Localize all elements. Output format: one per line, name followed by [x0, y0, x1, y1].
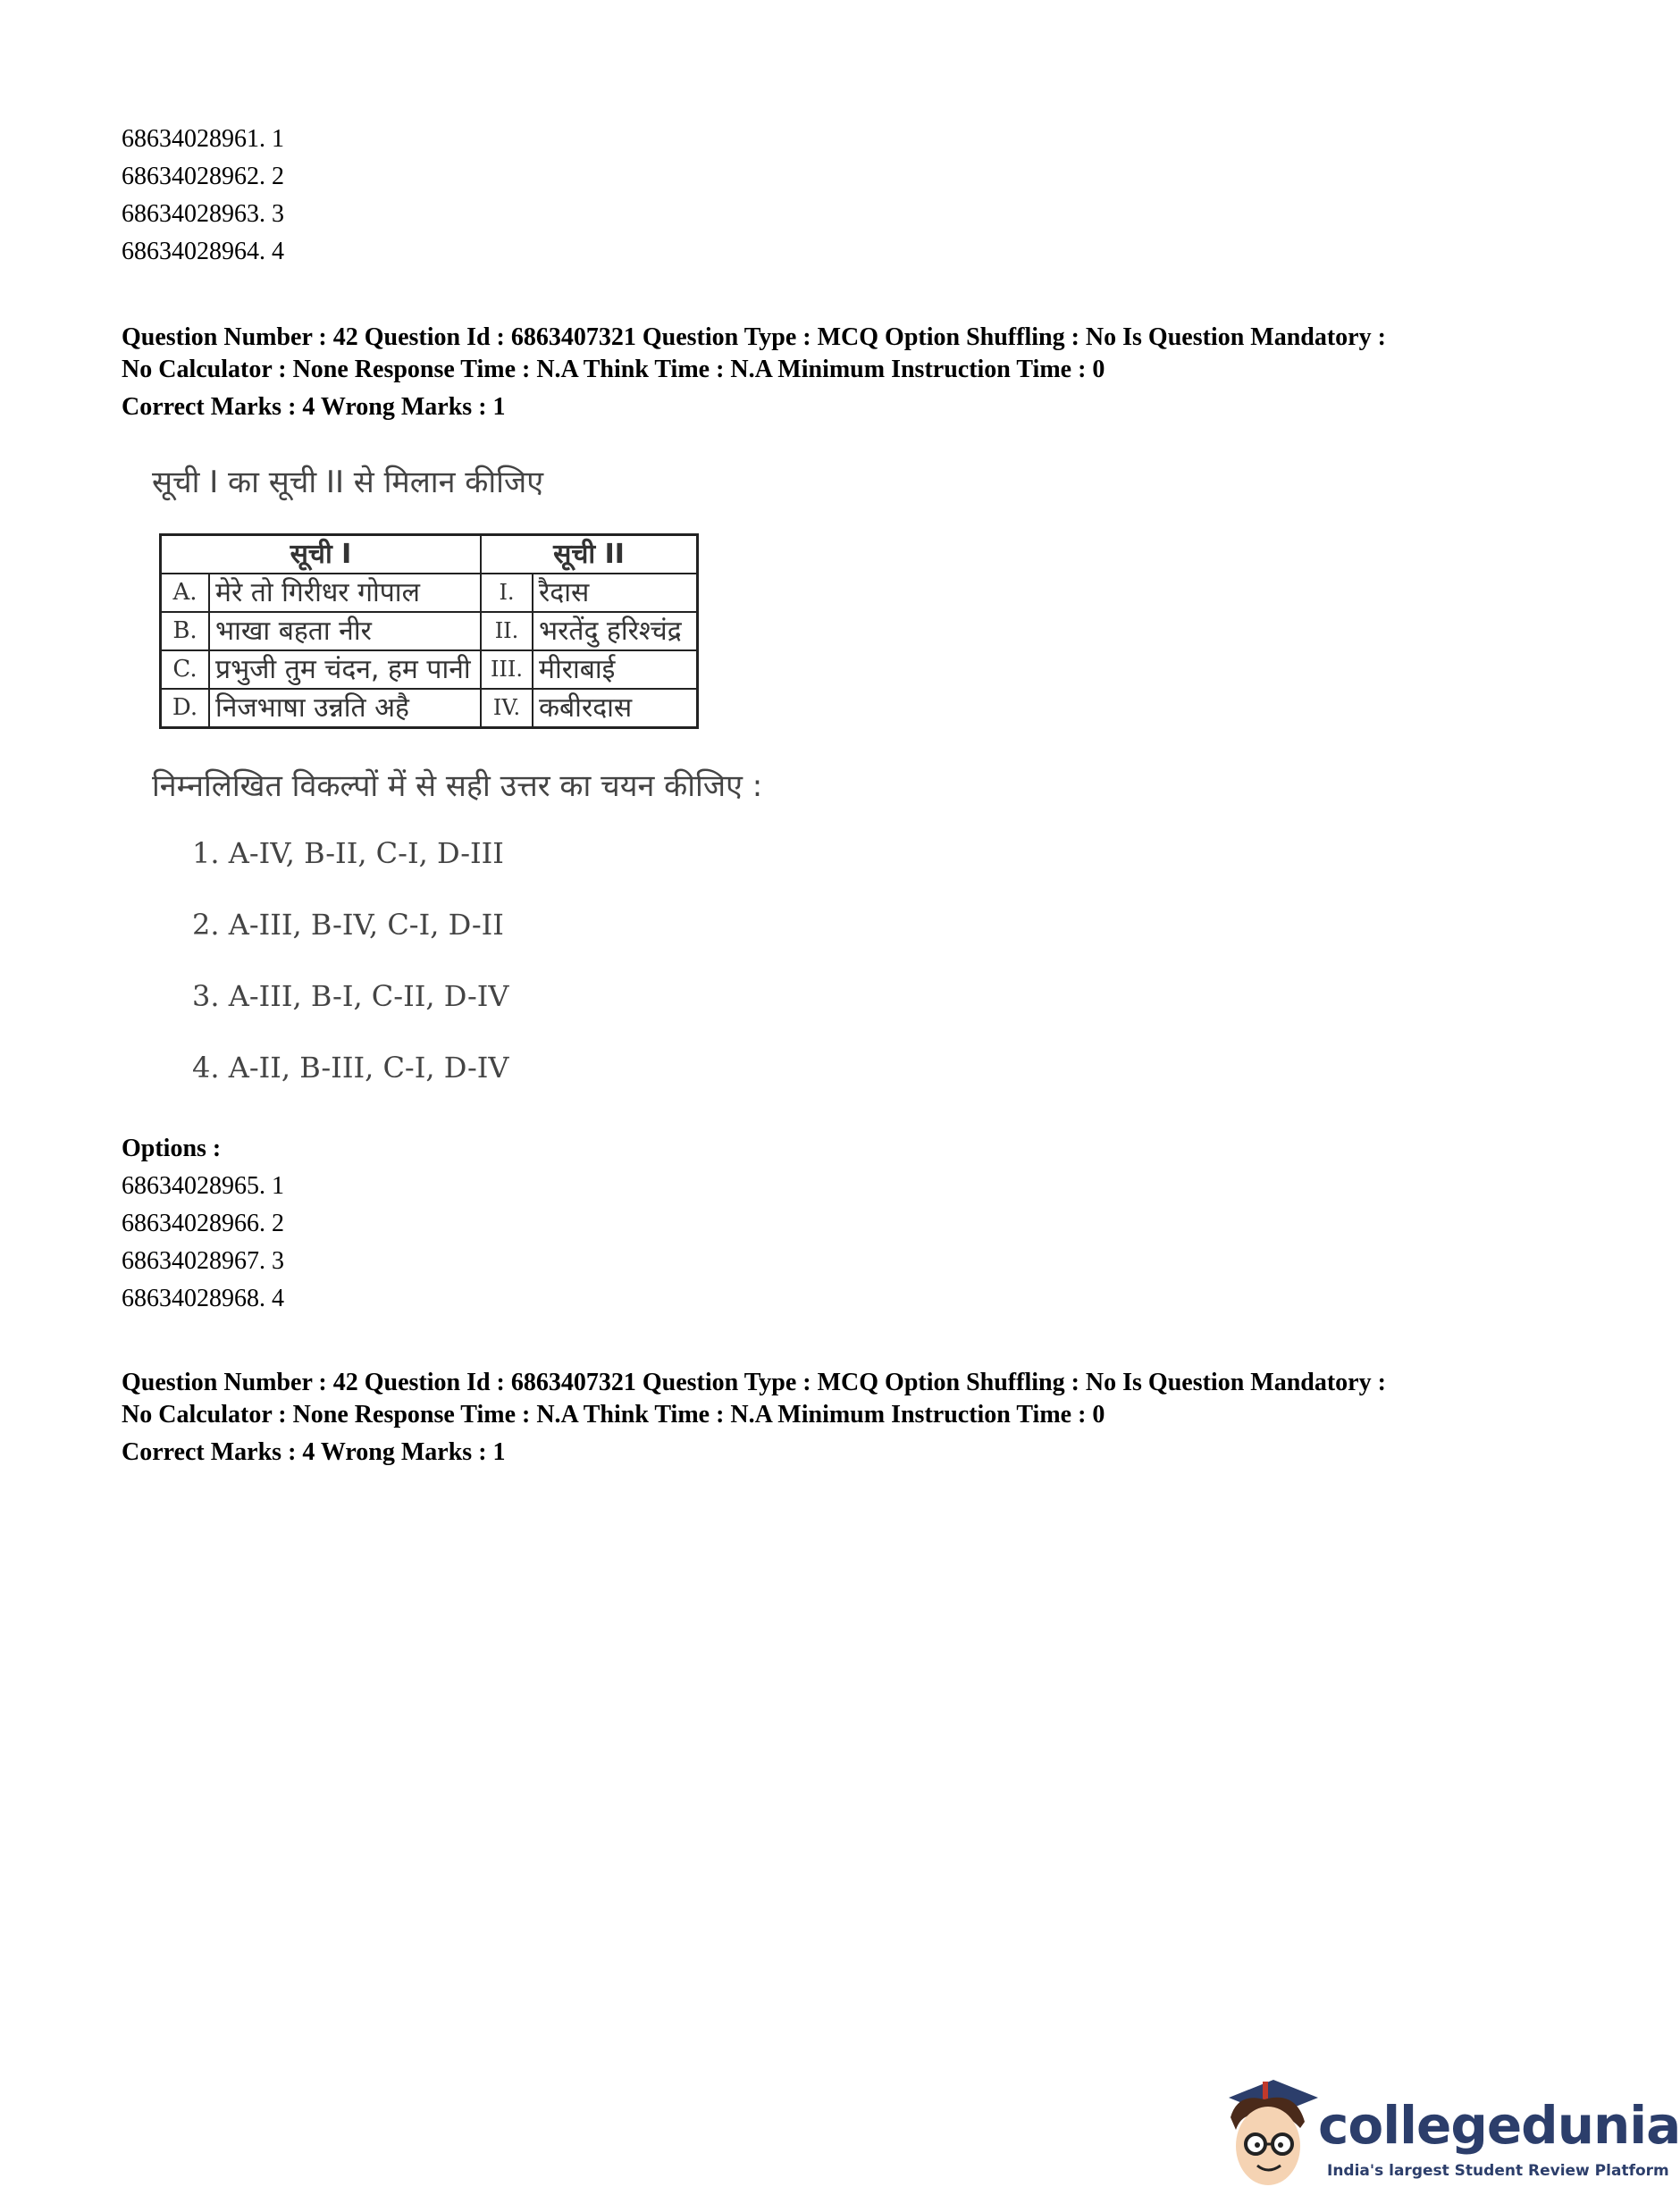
- question-instruction: निम्नलिखित विकल्पों में से सही उत्तर का चयन कीजिए :: [152, 768, 763, 804]
- row-roman: I.: [481, 574, 533, 612]
- row-item2: भरतेंदु हरिश्चंद्र: [533, 612, 698, 650]
- table-row: [161, 650, 698, 689]
- collegedunia-logo: [1211, 2073, 1680, 2198]
- option-line: 68634028967. 3: [122, 1247, 284, 1275]
- row-letter: D.: [161, 689, 210, 728]
- row-item: प्रभुजी तुम चंदन, हम पानी: [209, 650, 481, 689]
- question-meta-line1: Question Number : 42 Question Id : 6863407321 Question Type : MCQ Option Shuffling : No Is Question Mandatory :: [122, 323, 1386, 351]
- match-table-header: [161, 535, 698, 574]
- row-letter: A.: [161, 574, 210, 612]
- answer-choice: 3. A-III, B-I, C-II, D-IV: [192, 979, 509, 1013]
- row-roman: III.: [481, 650, 533, 689]
- option-line: 68634028962. 2: [122, 163, 284, 190]
- answer-choices: [192, 835, 509, 1121]
- row-item2: रैदास: [533, 574, 698, 612]
- match-table: [159, 533, 699, 729]
- options-section: [122, 1130, 1551, 1318]
- row-letter: C.: [161, 650, 210, 689]
- mascot-icon: [1211, 2073, 1327, 2198]
- row-letter: B.: [161, 612, 210, 650]
- answer-choice: 2. A-III, B-IV, C-I, D-II: [192, 908, 504, 942]
- table-row: [161, 689, 698, 728]
- logo-tagline: India's largest Student Review Platform: [1327, 2162, 1669, 2180]
- table-row: [161, 612, 698, 650]
- question-prompt: सूची I का सूची II से मिलान कीजिए: [152, 465, 544, 500]
- question-meta: [122, 322, 1551, 423]
- question-meta: [122, 1367, 1551, 1469]
- options-label: Options :: [122, 1135, 222, 1162]
- logo-brand: collegedunia: [1318, 2095, 1680, 2156]
- row-item: भाखा बहता नीर: [209, 612, 481, 650]
- option-line: 68634028963. 3: [122, 200, 284, 228]
- row-item: मेरे तो गिरीधर गोपाल: [209, 574, 481, 612]
- table-row: [161, 574, 698, 612]
- row-item2: कबीरदास: [533, 689, 698, 728]
- list1-header: सूची I: [161, 535, 482, 574]
- question-meta-line2: No Calculator : None Response Time : N.A Think Time : N.A Minimum Instruction Time : 0: [122, 356, 1105, 383]
- answer-choice: 4. A-II, B-III, C-I, D-IV: [192, 1051, 509, 1085]
- row-roman: II.: [481, 612, 533, 650]
- row-roman: IV.: [481, 689, 533, 728]
- option-line: 68634028965. 1: [122, 1172, 284, 1200]
- question-meta-line1: Question Number : 42 Question Id : 6863407321 Question Type : MCQ Option Shuffling : No Is Question Mandatory :: [122, 1369, 1386, 1396]
- question-meta-line2: No Calculator : None Response Time : N.A Think Time : N.A Minimum Instruction Time : 0: [122, 1401, 1105, 1429]
- row-item: निजभाषा उन्नति अहै: [209, 689, 481, 728]
- question-image: [152, 460, 813, 1103]
- previous-options-list: [122, 121, 1551, 271]
- question-marks: Correct Marks : 4 Wrong Marks : 1: [122, 393, 506, 421]
- option-line: 68634028961. 1: [122, 125, 284, 153]
- list2-header: सूची II: [481, 535, 698, 574]
- option-line: 68634028968. 4: [122, 1285, 284, 1312]
- row-item2: मीराबाई: [533, 650, 698, 689]
- option-line: 68634028966. 2: [122, 1210, 284, 1237]
- answer-choice: 1. A-IV, B-II, C-I, D-III: [192, 836, 504, 870]
- question-marks: Correct Marks : 4 Wrong Marks : 1: [122, 1438, 506, 1466]
- option-line: 68634028964. 4: [122, 238, 284, 265]
